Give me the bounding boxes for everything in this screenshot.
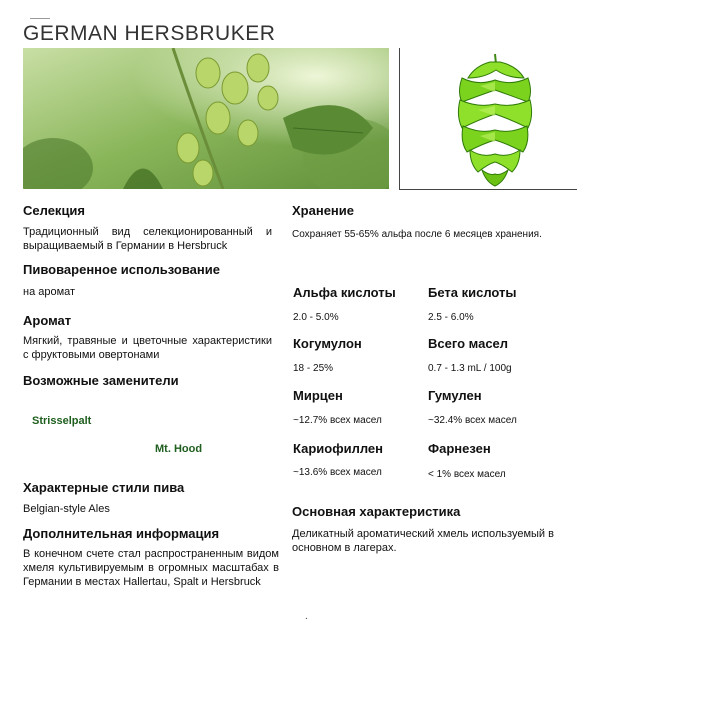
stat-value: 2.5 - 6.0% xyxy=(428,312,474,323)
brewing-text: на аромат xyxy=(23,286,76,298)
stat-value: 18 - 25% xyxy=(293,363,334,374)
styles-text: Belgian-style Ales xyxy=(23,503,110,515)
brewing-heading: Пивоваренное использование xyxy=(23,262,220,277)
stat-label: Фарнезен xyxy=(428,441,491,456)
stat-value: ~32.4% всех масел xyxy=(428,415,517,426)
stat-label: Мирцен xyxy=(293,388,343,403)
page-title: GERMAN HERSBRUKER xyxy=(23,22,276,45)
storage-heading: Хранение xyxy=(292,203,354,218)
styles-heading: Характерные стили пива xyxy=(23,480,185,495)
footer-dot: . xyxy=(305,611,308,622)
extra-heading: Дополнительная информация xyxy=(23,526,220,541)
extra-text: В конечном счете стал распространенным видом хмеля культивируемым в огромных масштабах в Германии в местах Hallertau, Spalt и Hersbruck xyxy=(23,548,279,588)
stat-label: Гумулен xyxy=(428,388,482,403)
stat-label: Кариофиллен xyxy=(293,441,383,456)
stat-value: ~12.7% всех масел xyxy=(293,415,382,426)
stat-label: Когумулон xyxy=(293,336,362,351)
storage-text: Сохраняет 55-65% альфа после 6 месяцев хранения. xyxy=(292,229,542,240)
stat-value: < 1% всех масел xyxy=(428,469,506,480)
stat-label: Всего масел xyxy=(428,336,509,351)
aroma-text: Мягкий, травяные и цветочные характеристики с фруктовыми овертонами xyxy=(23,335,272,361)
stat-label: Бета кислоты xyxy=(428,285,517,300)
main-char-text: Деликатный ароматический хмель используемый в основном в лагерах. xyxy=(292,528,554,554)
selection-text: Традиционный вид селекционированный и выращиваемый в Германии в Hersbruck xyxy=(23,226,272,252)
hop-cone-icon xyxy=(400,48,577,189)
stat-value: 2.0 - 5.0% xyxy=(293,312,339,323)
stat-label: Альфа кислоты xyxy=(293,285,396,300)
hop-plant-photo xyxy=(23,48,389,189)
hop-cone-image xyxy=(399,48,577,190)
substitutes-heading: Возможные заменители xyxy=(23,373,179,388)
selection-heading: Селекция xyxy=(23,203,86,218)
main-char-heading: Основная характеристика xyxy=(292,504,461,519)
stat-value: 0.7 - 1.3 mL / 100g xyxy=(428,363,512,374)
aroma-heading: Аромат xyxy=(23,313,72,328)
stat-value: ~13.6% всех масел xyxy=(293,467,382,478)
title-accent xyxy=(30,18,50,19)
substitute-item: Strisselpalt xyxy=(32,415,92,427)
substitute-item: Mt. Hood xyxy=(155,443,203,455)
